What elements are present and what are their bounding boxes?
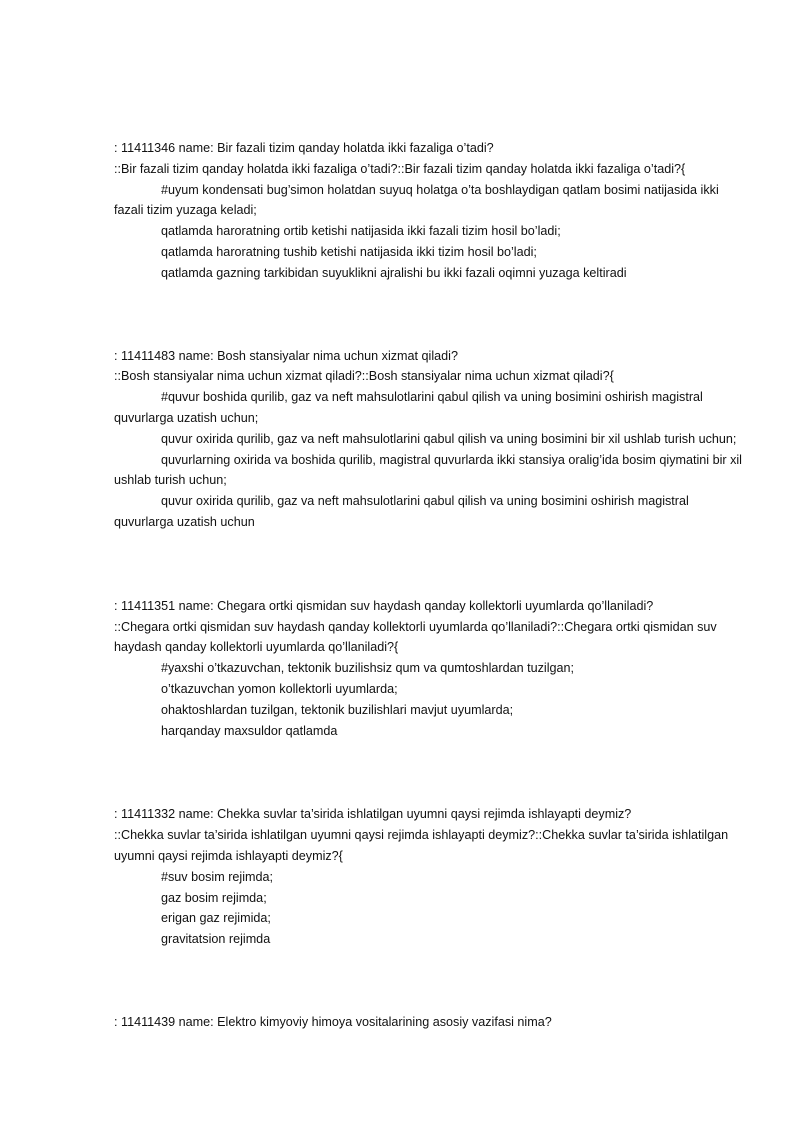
answer-option: ohaktoshlardan tuzilgan, tektonik buzilishlari mavjut uyumlarda; (161, 702, 514, 717)
question-block (114, 138, 744, 284)
answer-option-correct: #yaxshi o’tkazuvchan, tektonik buzilishsiz qum va qumtoshlardan tuzilgan; (161, 661, 575, 676)
answer-option: qatlamda haroratning tushib ketishi natijasida ikki tizim hosil bo’ladi; (161, 244, 537, 259)
question-stem: ::Chegara ortki qismidan suv haydash qanday kollektorli uyumlarda qo’llaniladi?::Chegara ortki qismidan suv haydash qanday kollektorli uyumlarda qo’llaniladi?{ (114, 619, 717, 655)
question-block (114, 346, 744, 533)
spacer (114, 533, 744, 596)
question-stem: ::Bir fazali tizim qanday holatda ikki fazaliga o’tadi?::Bir fazali tizim qanday holatda ikki fazaliga o’tadi?{ (114, 161, 686, 176)
answer-option: gravitatsion rejimda (161, 932, 271, 947)
answer-option-correct: #quvur boshida qurilib, gaz va neft mahsulotlarini qabul qilish va uning bosimini oshirish magistral quvurlarga uzatish uchun; (114, 390, 703, 425)
question-stem: ::Chekka suvlar ta’sirida ishlatilgan uyumni qaysi rejimda ishlayapti deymiz?::Chekka suvlar ta’sirida ishlatilgan uyumni qaysi rejimda ishlayapti deymiz?{ (114, 828, 729, 863)
answer-option: quvur oxirida qurilib, gaz va neft mahsulotlarini qabul qilish va uning bosimini oshirish magistral quvurlarga uzatish uchun (114, 494, 689, 529)
question-block (114, 804, 744, 950)
question-block (114, 1012, 744, 1033)
question-stem: ::Bosh stansiyalar nima uchun xizmat qiladi?::Bosh stansiyalar nima uchun xizmat qiladi?{ (114, 369, 614, 384)
question-header: : 11411332 name: Chekka suvlar ta’sirida ishlatilgan uyumni qaysi rejimda ishlayapti deymiz? (114, 807, 632, 822)
answer-option: o’tkazuvchan yomon kollektorli uyumlarda; (161, 681, 398, 696)
answer-option: quvurlarning oxirida va boshida qurilib, magistral quvurlarda ikki stansiya oralig’ida bosim qiymatini bir xil ushlab turish uchun; (114, 452, 742, 488)
answer-option-correct: #suv bosim rejimda; (161, 869, 273, 884)
answer-option: harqanday maxsuldor qatlamda (161, 723, 338, 738)
answer-option-correct: #uyum kondensati bug’simon holatdan suyuq holatga o’ta boshlaydigan qatlam bosimi natijasida ikki fazali tizim yuzaga keladi; (114, 182, 719, 218)
spacer (114, 950, 744, 1012)
question-header: : 11411346 name: Bir fazali tizim qanday holatda ikki fazaliga o’tadi? (114, 141, 494, 155)
answer-option: erigan gaz rejimida; (161, 911, 271, 926)
spacer (114, 741, 744, 804)
question-block (114, 596, 744, 742)
answer-option: quvur oxirida qurilib, gaz va neft mahsulotlarini qabul qilish va uning bosimini bir xil ushlab turish uchun; (161, 431, 737, 446)
answer-option: qatlamda haroratning ortib ketishi natijasida ikki fazali tizim hosil bo’ladi; (161, 224, 561, 239)
question-header: : 11411439 name: Elektro kimyoviy himoya vositalarining asosiy vazifasi nima? (114, 1014, 552, 1029)
question-header: : 11411483 name: Bosh stansiyalar nima uchun xizmat qiladi? (114, 348, 458, 363)
spacer (114, 284, 744, 346)
document-page (114, 138, 744, 1033)
question-header: : 11411351 name: Chegara ortki qismidan suv haydash qanday kollektorli uyumlarda qo’llaniladi? (114, 598, 654, 613)
answer-option: qatlamda gazning tarkibidan suyuklikni ajralishi bu ikki fazali oqimni yuzaga keltiradi (161, 265, 627, 280)
answer-option: gaz bosim rejimda; (161, 890, 267, 905)
